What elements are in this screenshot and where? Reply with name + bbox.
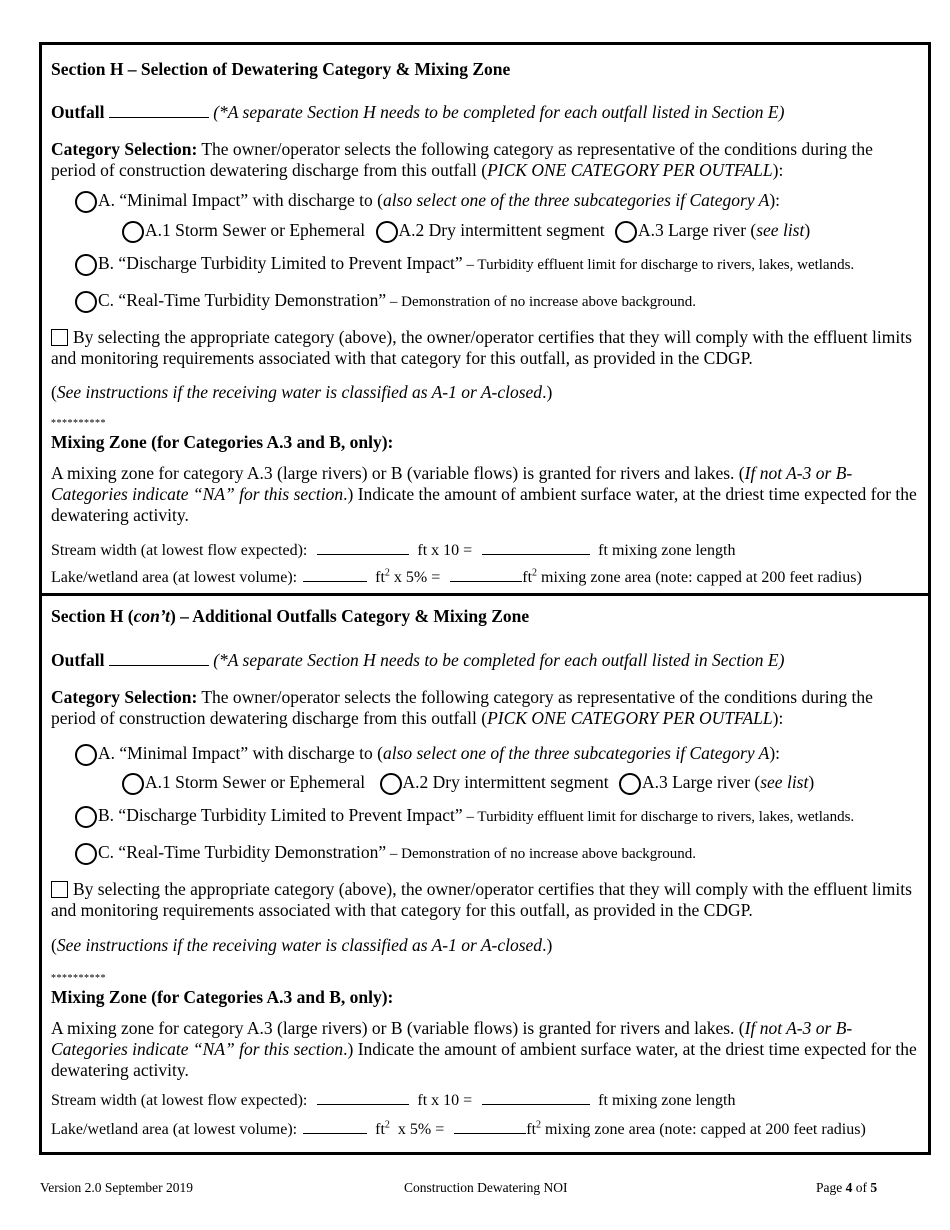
lake-area-row: Lake/wetland area (at lowest volume): $ft^2$ x $5\% = ft^2$ mixing zone area (note: capped at 200 feet radius)	[51, 1119, 866, 1138]
lake-zone-input[interactable]	[450, 567, 522, 582]
option-a1-radio[interactable]	[122, 221, 144, 243]
outfall-label: Outfall	[51, 102, 105, 122]
category-selection: Category Selection: The owner/operator selects the following category as representative of the conditions during the period of construction dewatering discharge from this outfall (PICK ONE CATEGORY PER OUTFALL):	[51, 687, 873, 728]
section-h	[42, 45, 928, 593]
lake-zone-input[interactable]	[454, 1119, 526, 1134]
footer-version: Version 2.0 September 2019	[40, 1180, 193, 1195]
option-a1-label: A.1 Storm Sewer or Ephemeral	[145, 772, 366, 792]
stream-width-input[interactable]	[317, 1090, 409, 1105]
option-a2-radio[interactable]	[376, 221, 398, 243]
certify-checkbox[interactable]	[51, 329, 68, 346]
footer-page-number: Page 4 of 5	[816, 1180, 878, 1195]
option-b-row: B. “Discharge Turbidity Limited to Prevent Impact” – Turbidity effluent limit for discharge to rivers, lakes, wetlands.	[75, 805, 854, 828]
section-h-continued	[42, 593, 928, 1152]
mixing-zone-title: Mixing Zone (for Categories A.3 and B, only):	[51, 432, 394, 452]
footer-doc-title: Construction Dewatering NOI	[404, 1180, 568, 1195]
mixing-zone-text: A mixing zone for category A.3 (large rivers) or B (variable flows) is granted for rivers and lakes. (If not A-3 or B-Categories indicate “NA” for this section.) Indicate the amount of ambient surface water, at the driest time expected for the dewatering activity.	[51, 1018, 917, 1080]
separator-stars: **********	[51, 418, 106, 429]
stream-length-input[interactable]	[482, 1090, 590, 1105]
section-title: Section H (con’t) – Additional Outfalls Category & Mixing Zone	[51, 606, 530, 626]
option-a2-label: A.2 Dry intermittent segment	[398, 220, 605, 240]
see-instructions: (See instructions if the receiving water is classified as A-1 or A-closed.)	[51, 935, 553, 955]
see-instructions: (See instructions if the receiving water is classified as A-1 or A-closed.)	[51, 382, 553, 402]
option-a-row: A. “Minimal Impact” with discharge to (also select one of the three subcategories if Category A):	[75, 743, 780, 766]
mixing-zone-text: A mixing zone for category A.3 (large rivers) or B (variable flows) is granted for rivers and lakes. (If not A-3 or B-Categories indicate “NA” for this section.) Indicate the amount of ambient surface water, at the driest time expected for the dewatering activity.	[51, 463, 917, 525]
option-a2-label: A.2 Dry intermittent segment	[402, 772, 609, 792]
mixing-zone-title: Mixing Zone (for Categories A.3 and B, only):	[51, 987, 394, 1007]
stream-width-row: Stream width (at lowest flow expected): ft x 10 = ft mixing zone length	[51, 542, 736, 559]
option-a3-radio[interactable]	[615, 221, 637, 243]
outfall-input[interactable]	[109, 651, 209, 666]
stream-width-input[interactable]	[317, 540, 409, 555]
lake-area-input[interactable]	[303, 1119, 367, 1134]
certify-row	[51, 327, 917, 369]
option-a-row: A. “Minimal Impact” with discharge to (also select one of the three subcategories if Category A):	[75, 190, 780, 213]
option-a1-radio[interactable]	[122, 773, 144, 795]
lake-area-row: Lake/wetland area (at lowest volume): $ft^2$ x $5\% = ft^2$ mixing zone area (note: capped at 200 feet radius)	[51, 567, 862, 586]
section-title: Section H – Selection of Dewatering Category & Mixing Zone	[51, 59, 511, 79]
option-a-radio[interactable]	[75, 744, 97, 766]
separator-stars: **********	[51, 973, 106, 984]
option-a2-radio[interactable]	[380, 773, 402, 795]
option-a3-radio[interactable]	[619, 773, 641, 795]
sub-options-row: A.1 Storm Sewer or Ephemeral A.2 Dry intermittent segment A.3 Large river (see list)	[122, 220, 810, 243]
outfall-line	[51, 650, 784, 671]
option-a-radio[interactable]	[75, 191, 97, 213]
lake-area-input[interactable]	[303, 567, 367, 582]
option-c-row: C. “Real-Time Turbidity Demonstration” – Demonstration of no increase above background.	[75, 842, 696, 865]
category-selection: Category Selection: The owner/operator selects the following category as representative of the conditions during the period of construction dewatering discharge from this outfall (PICK ONE CATEGORY PER OUTFALL):	[51, 139, 873, 180]
option-a1-label: A.1 Storm Sewer or Ephemeral	[145, 220, 366, 240]
option-c-radio[interactable]	[75, 291, 97, 313]
outfall-label: Outfall	[51, 650, 105, 670]
outfall-note: (*A separate Section H needs to be completed for each outfall listed in Section E)	[213, 650, 785, 670]
option-b-radio[interactable]	[75, 254, 97, 276]
outfall-input[interactable]	[109, 103, 209, 118]
certify-row	[51, 879, 917, 921]
stream-width-row: Stream width (at lowest flow expected): ft x 10 = ft mixing zone length	[51, 1092, 736, 1109]
stream-length-input[interactable]	[482, 540, 590, 555]
sub-options-row: A.1 Storm Sewer or Ephemeral A.2 Dry intermittent segment A.3 Large river (see list)	[122, 772, 814, 795]
outfall-note: (*A separate Section H needs to be completed for each outfall listed in Section E)	[213, 102, 785, 122]
option-c-row: C. “Real-Time Turbidity Demonstration” – Demonstration of no increase above background.	[75, 290, 696, 313]
option-c-radio[interactable]	[75, 843, 97, 865]
certify-text: By selecting the appropriate category (above), the owner/operator certifies that they will comply with the effluent limits and monitoring requirements associated with that category for this outfall, as provided in the CDGP.	[51, 879, 912, 920]
option-b-radio[interactable]	[75, 806, 97, 828]
certify-text: By selecting the appropriate category (above), the owner/operator certifies that they will comply with the effluent limits and monitoring requirements associated with that category for this outfall, as provided in the CDGP.	[51, 327, 912, 368]
outfall-line	[51, 102, 784, 123]
certify-checkbox[interactable]	[51, 881, 68, 898]
option-b-row: B. “Discharge Turbidity Limited to Prevent Impact” – Turbidity effluent limit for discharge to rivers, lakes, wetlands.	[75, 253, 854, 276]
form-frame	[39, 42, 931, 1155]
